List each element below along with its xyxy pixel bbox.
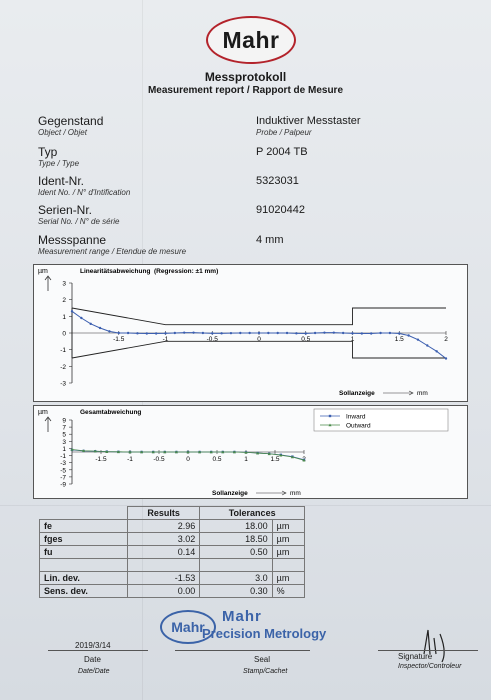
date-sublabel: Date/Date (78, 668, 110, 675)
linearity-point (108, 330, 110, 332)
company-stamp (160, 606, 330, 646)
x-tick-label: 1 (244, 456, 248, 463)
linearity-point (333, 331, 335, 333)
field-value: Induktiver Messtaster (256, 115, 361, 127)
y-tick-label: 0 (62, 330, 66, 338)
row-result: 0.14 (127, 546, 199, 559)
y-tick-label: 5 (62, 431, 66, 439)
legend-label: Outward (346, 422, 371, 430)
y-tick-label: -5 (60, 467, 66, 475)
row-label: Sens. dev. (40, 585, 128, 598)
x-tick-label: 0.5 (212, 456, 222, 463)
y-axis-label: µm (38, 268, 48, 275)
y-tick-label: 2 (62, 297, 66, 305)
row-unit: µm (272, 533, 304, 546)
linearity-point (99, 327, 101, 329)
seal-sublabel: Stamp/Cachet (243, 668, 288, 675)
mahr-logo (206, 16, 296, 64)
field-sublabel: Object / Objet (38, 128, 87, 137)
y-axis-label: µm (38, 409, 48, 416)
signature-scribble (418, 624, 454, 668)
x-tick-label: -0.5 (206, 336, 218, 343)
linearity-point (323, 331, 325, 333)
row-result (127, 559, 199, 572)
linearity-point (80, 317, 82, 319)
linearity-point (258, 332, 260, 334)
x-axis-label: Sollanzeige (212, 490, 248, 497)
linearity-point (370, 332, 372, 334)
x-tick-label: 0 (186, 456, 190, 463)
linearity-point (192, 331, 194, 333)
chart-title: Gesamtabweichung (80, 409, 142, 416)
linearity-point (295, 332, 297, 334)
row-tolerance: 0.50 (200, 546, 272, 559)
table-row (40, 546, 305, 559)
row-result: 2.96 (127, 520, 199, 533)
linearity-point (277, 332, 279, 334)
results-table (39, 506, 305, 598)
stamp-logo: Mahr (160, 610, 216, 644)
table-row (40, 520, 305, 533)
x-axis-unit: mm (290, 490, 301, 497)
y-tick-label: 9 (62, 417, 66, 425)
table-row (40, 585, 305, 598)
linearity-point (174, 332, 176, 334)
row-label: fges (40, 533, 128, 546)
chart-title: Linearitätsabweichung (80, 268, 151, 275)
linearity-point (286, 332, 288, 334)
linearity-point (118, 332, 120, 334)
y-tick-label: -1 (60, 453, 66, 461)
y-tick-label: -2 (60, 363, 66, 371)
y-tick-label: 1 (62, 445, 66, 453)
field-sublabel: Type / Type (38, 159, 80, 168)
row-unit: µm (272, 572, 304, 585)
linearity-point (155, 332, 157, 334)
chart-subtitle: (Regression: ±1 mm) (154, 268, 219, 275)
linearity-point (211, 332, 213, 334)
report-subtitle: Measurement report / Rapport de Mesure (147, 85, 344, 96)
x-tick-label: -1.5 (95, 456, 107, 463)
linearity-point (71, 310, 73, 312)
y-tick-label: -3 (60, 380, 66, 388)
linearity-point (202, 332, 204, 334)
stamp-name: Mahr (222, 608, 262, 625)
row-unit (272, 559, 304, 572)
field-value: 4 mm (256, 234, 284, 246)
linearity-chart (33, 264, 468, 402)
linearity-point (146, 332, 148, 334)
field-label: Serien-Nr. (38, 203, 93, 217)
x-tick-label: 2 (444, 336, 448, 343)
linearity-point (435, 350, 437, 352)
linearity-point (220, 332, 222, 334)
report-title: Messprotokoll (204, 70, 287, 84)
row-tolerance: 18.50 (200, 533, 272, 546)
linearity-point (164, 332, 166, 334)
linearity-point (407, 334, 409, 336)
row-label (40, 559, 128, 572)
linearity-point (90, 323, 92, 325)
row-result: 0.00 (127, 585, 199, 598)
field-label: Typ (38, 145, 58, 159)
date-label: Date (84, 655, 101, 664)
linearity-point (267, 332, 269, 334)
date-line (48, 650, 148, 651)
field-sublabel: Serial No. / N° de série (38, 217, 120, 226)
field-label: Messspanne (38, 233, 107, 247)
field-sublabel: Ident No. / N° d'Intification (38, 188, 131, 197)
date-value: 2019/3/14 (75, 641, 111, 650)
row-result: -1.53 (127, 572, 199, 585)
row-unit: % (272, 585, 304, 598)
x-axis-unit: mm (417, 390, 428, 397)
x-axis-label: Sollanzeige (339, 390, 375, 397)
tolerances-header: Tolerances (200, 507, 305, 520)
field-label: Gegenstand (38, 114, 104, 128)
y-tick-label: 1 (62, 313, 66, 321)
linearity-point (445, 357, 447, 359)
legend-box (314, 409, 448, 431)
x-tick-label: 1.5 (270, 456, 280, 463)
x-tick-label: -1.5 (113, 336, 125, 343)
linearity-point (248, 332, 250, 334)
field-value: 5323031 (256, 175, 299, 187)
field-label: Ident-Nr. (38, 174, 85, 188)
y-tick-label: -1 (60, 347, 66, 355)
logo-text: Mahr (222, 26, 280, 53)
row-result: 3.02 (127, 533, 199, 546)
field-value-sub: Probe / Palpeur (256, 128, 312, 137)
results-header: Results (127, 507, 199, 520)
linearity-point (136, 332, 138, 334)
linearity-point (398, 332, 400, 334)
row-unit: µm (272, 546, 304, 559)
stamp-tagline: Precision Metrology (202, 626, 327, 641)
table-corner (40, 507, 128, 520)
linearity-point (426, 344, 428, 346)
x-tick-label: 1 (350, 336, 355, 343)
row-label: Lin. dev. (40, 572, 128, 585)
y-tick-label: -7 (60, 474, 66, 482)
field-value: 91020442 (256, 204, 305, 216)
x-tick-label: 0.5 (301, 336, 311, 343)
table-row (40, 559, 305, 572)
linearity-chart-svg (34, 265, 467, 401)
legend-label: Inward (346, 413, 366, 421)
tolerance-upper (72, 308, 446, 325)
y-tick-label: -9 (60, 481, 66, 489)
linearity-point (379, 332, 381, 334)
y-tick-label: 3 (62, 438, 66, 446)
seal-line (175, 650, 310, 651)
linearity-point (342, 332, 344, 334)
x-tick-label: -0.5 (153, 456, 165, 463)
linearity-point (239, 332, 241, 334)
linearity-point (361, 332, 363, 334)
tolerance-lower (72, 341, 446, 358)
linearity-point (389, 332, 391, 334)
field-sublabel: Measurement range / Etendue de mesure (38, 247, 187, 256)
legend-marker (329, 415, 331, 417)
x-tick-label: 1.5 (394, 336, 404, 343)
row-tolerance: 3.0 (200, 572, 272, 585)
y-tick-label: 7 (62, 424, 66, 432)
linearity-point (230, 332, 232, 334)
y-tick-label: -3 (60, 460, 66, 468)
seal-label: Seal (254, 655, 271, 664)
x-tick-label: -1 (127, 456, 133, 463)
y-tick-label: 3 (62, 280, 66, 288)
field-value: P 2004 TB (256, 146, 308, 158)
signature-line (378, 650, 478, 651)
linearity-point (127, 332, 129, 334)
row-unit: µm (272, 520, 304, 533)
row-tolerance (200, 559, 272, 572)
linearity-point (305, 332, 307, 334)
signature-label: Signature (398, 652, 433, 661)
table-row (40, 533, 305, 546)
row-label: fe (40, 520, 128, 533)
linearity-point (417, 338, 419, 340)
row-tolerance: 0.30 (200, 585, 272, 598)
table-row (40, 572, 305, 585)
x-tick-label: 0 (257, 336, 261, 343)
signature-sublabel: Inspector/Controleur (398, 663, 462, 670)
linearity-point (314, 332, 316, 334)
row-tolerance: 18.00 (200, 520, 272, 533)
x-tick-label: -1 (162, 336, 169, 343)
linearity-point (183, 331, 185, 333)
total-deviation-chart-svg (34, 406, 467, 498)
row-label: fu (40, 546, 128, 559)
linearity-point (351, 332, 353, 334)
total-deviation-chart (33, 405, 468, 499)
